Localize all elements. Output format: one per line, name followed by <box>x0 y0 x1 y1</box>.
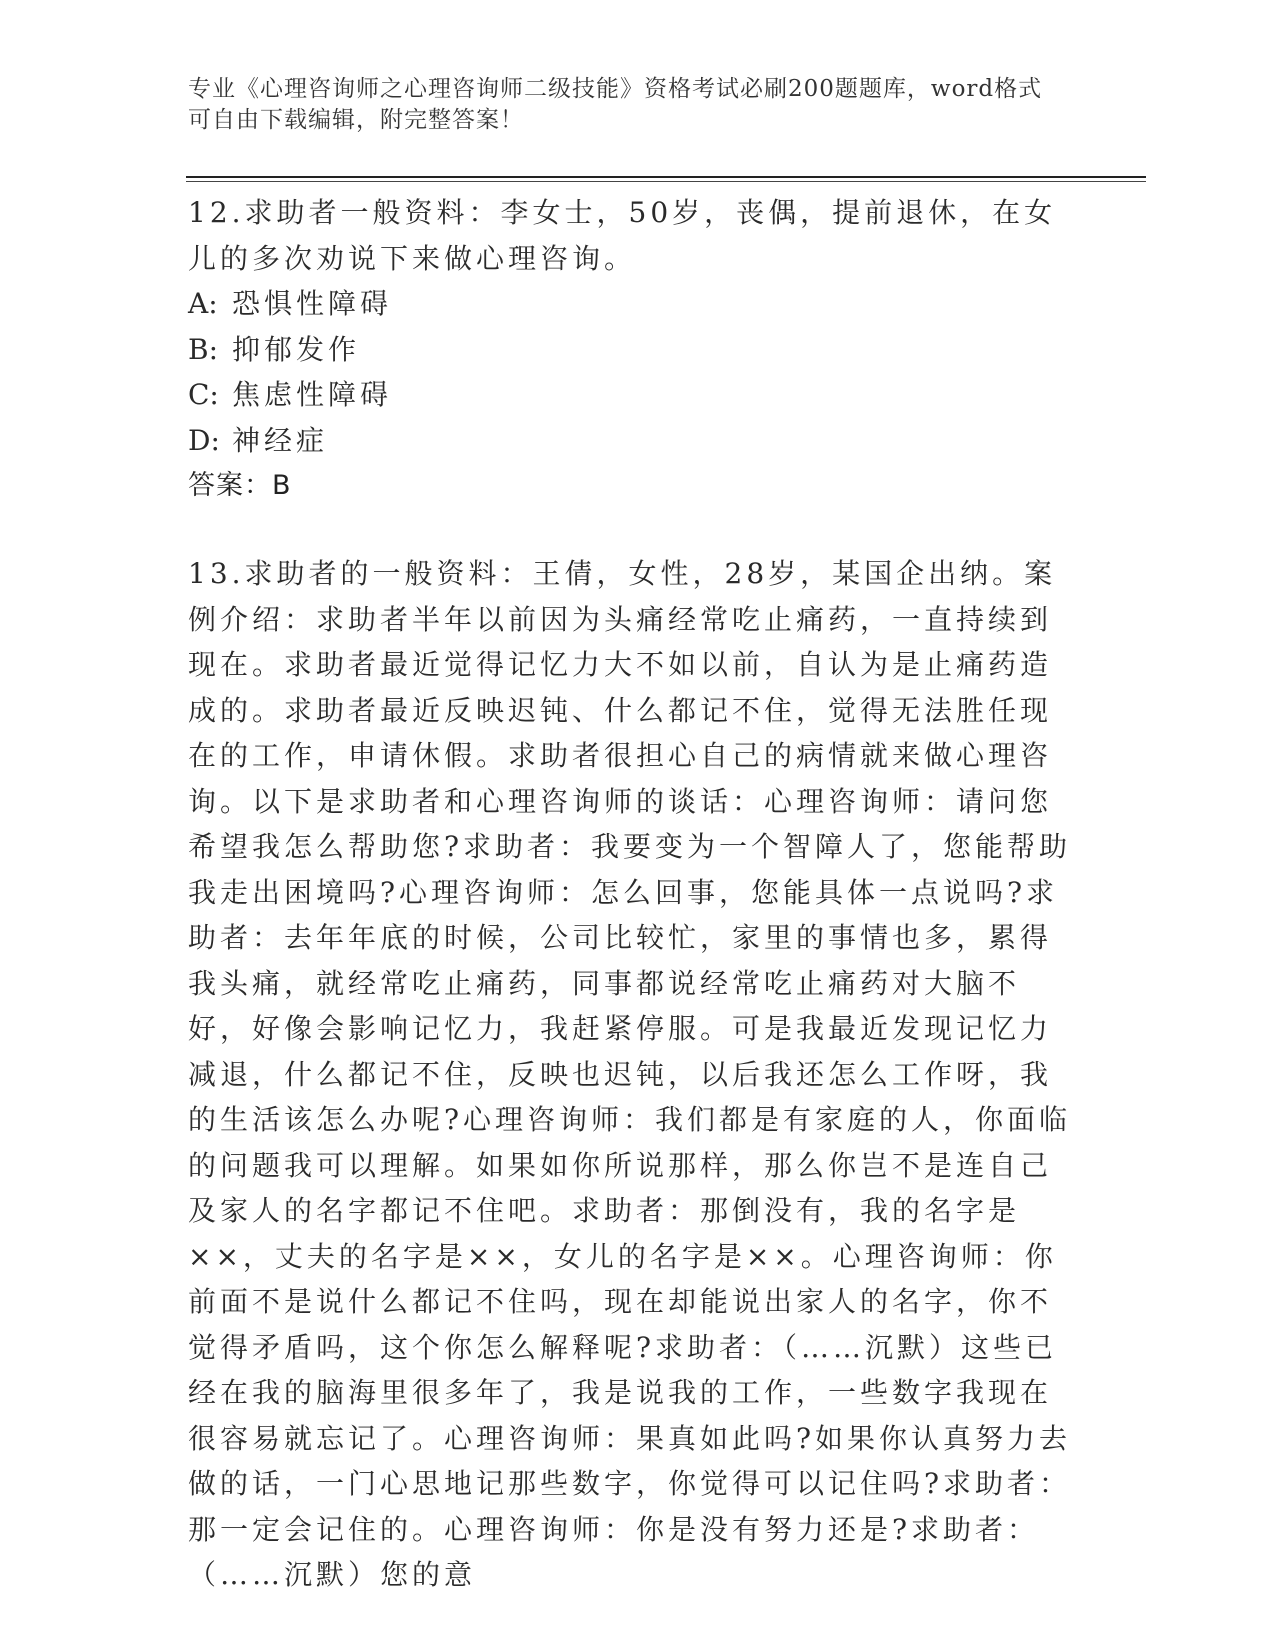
option-list <box>188 281 1076 463</box>
header-rule-thick <box>186 176 1146 178</box>
question-text: 13.求助者的一般资料：王倩，女性，28岁，某国企出纳。案例介绍：求助者半年以前因为头痛经常吃止痛药，一直持续到现在。求助者最近觉得记忆力大不如以前，自认为是止痛药造成的。求助者最近反映迟钝、什么都记不住，觉得无法胜任现在的工作，申请休假。求助者很担心自己的病情就来做心理咨询。以下是求助者和心理咨询师的谈话：心理咨询师：请问您希望我怎么帮助您?求助者：我要变为一个智障人了，您能帮助我走出困境吗?心理咨询师：怎么回事，您能具体一点说吗?求助者：去年年底的时候，公司比较忙，家里的事情也多，累得我头痛，就经常吃止痛药，同事都说经常吃止痛药对大脑不好，好像会影响记忆力，我赶紧停服。可是我最近发现记忆力减退，什么都记不住，反映也迟钝，以后我还怎么工作呀，我的生活该怎么办呢?心理咨询师：我们都是有家庭的人，你面临的问题我可以理解。如果如你所说那样，那么你岂不是连自己及家人的名字都记不住吧。求助者：那倒没有，我的名字是××，丈夫的名字是××，女儿的名字是××。心理咨询师：你前面不是说什么都记不住吗，现在却能说出家人的名字，你不觉得矛盾吗，这个你怎么解释呢?求助者：（……沉默）这些已经在我的脑海里很多年了，我是说我的工作，一些数字我现在很容易就忘记了。心理咨询师：果真如此吗?如果你认真努力去做的话，一门心思地记那些数字，你觉得可以记住吗?求助者：那一定会记住的。心理咨询师：你是没有努力还是?求助者：（……沉默）您的意 <box>188 557 1072 1591</box>
option-key: C: <box>188 378 219 411</box>
question-item <box>188 190 1076 509</box>
answer-text: 答案：B <box>188 470 292 501</box>
option-b <box>188 327 1076 373</box>
option-key: A: <box>188 287 218 320</box>
option-key: B: <box>188 332 219 366</box>
header-rule-thin <box>186 181 1146 182</box>
header-line-1: 专业《心理咨询师之心理咨询师二级技能》资格考试必刷200题题库，word格式 <box>188 76 1043 102</box>
header-line-2: 可自由下载编辑，附完整答案！ <box>188 107 524 133</box>
option-a <box>188 281 1076 327</box>
document-header <box>188 74 1088 136</box>
option-text: 抑郁发作 <box>232 332 361 366</box>
question-item <box>188 551 1076 1598</box>
question-list <box>188 190 1076 1598</box>
option-text: 恐惧性障碍 <box>232 287 393 320</box>
option-d <box>188 418 1076 464</box>
option-text: 焦虑性障碍 <box>232 378 393 411</box>
option-key: D: <box>188 423 220 457</box>
option-c <box>188 372 1076 418</box>
option-text: 神经症 <box>232 423 329 457</box>
question-text: 12.求助者一般资料：李女士，50岁，丧偶，提前退休，在女儿的多次劝说下来做心理咨询。 <box>188 196 1057 275</box>
question-spacer <box>188 509 1076 551</box>
